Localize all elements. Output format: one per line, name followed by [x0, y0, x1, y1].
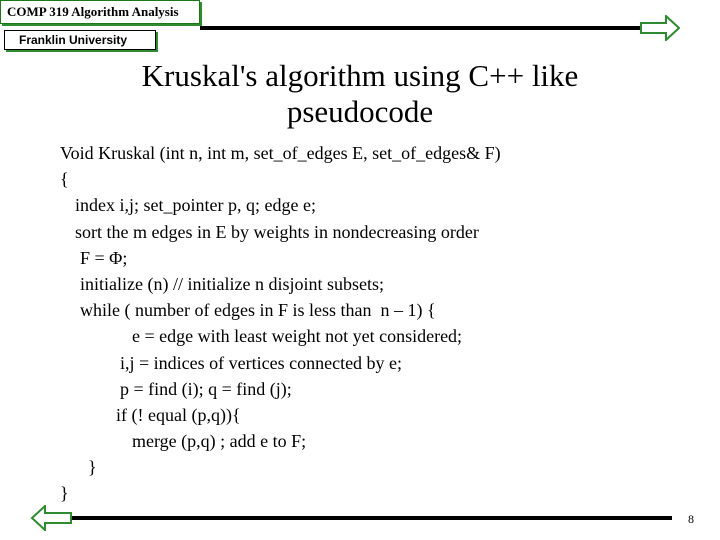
code-line: {	[60, 169, 69, 190]
top-divider	[200, 26, 640, 30]
code-line: F = Φ;	[80, 247, 128, 268]
code-line: }	[60, 483, 69, 504]
code-line: p = find (i); q = find (j);	[120, 378, 292, 399]
code-line: Void Kruskal (int n, int m, set_of_edges E, set_of_edges& F)	[60, 143, 501, 163]
course-label: COMP 319 Algorithm Analysis	[0, 0, 200, 24]
page-number: 8	[688, 512, 694, 526]
bottom-divider	[72, 516, 672, 520]
slide-title	[100, 58, 620, 130]
university-label: Franklin University	[4, 30, 156, 50]
code-line: sort the m edges in E by weights in nondecreasing order	[75, 221, 479, 242]
slide-title-line-2: pseudocode	[286, 94, 434, 129]
code-line: initialize (n) // initialize n disjoint subsets;	[80, 273, 384, 294]
left-arrow-icon[interactable]	[30, 505, 72, 531]
code-line: while ( number of edges in F is less than n – 1) {	[80, 300, 436, 321]
code-line: merge (p,q) ; add e to F;	[132, 431, 307, 452]
right-arrow-icon[interactable]	[640, 15, 680, 41]
code-line: i,j = indices of vertices connected by e;	[120, 352, 403, 373]
code-line: e = edge with least weight not yet considered;	[132, 326, 463, 347]
code-line: index i,j; set_pointer p, q; edge e;	[75, 195, 316, 216]
slide-title-line-1: Kruskal's algorithm using C++ like	[141, 58, 579, 93]
pseudocode-block	[60, 140, 700, 507]
code-line: }	[88, 457, 97, 478]
code-line: if (! equal (p,q)){	[116, 404, 241, 425]
